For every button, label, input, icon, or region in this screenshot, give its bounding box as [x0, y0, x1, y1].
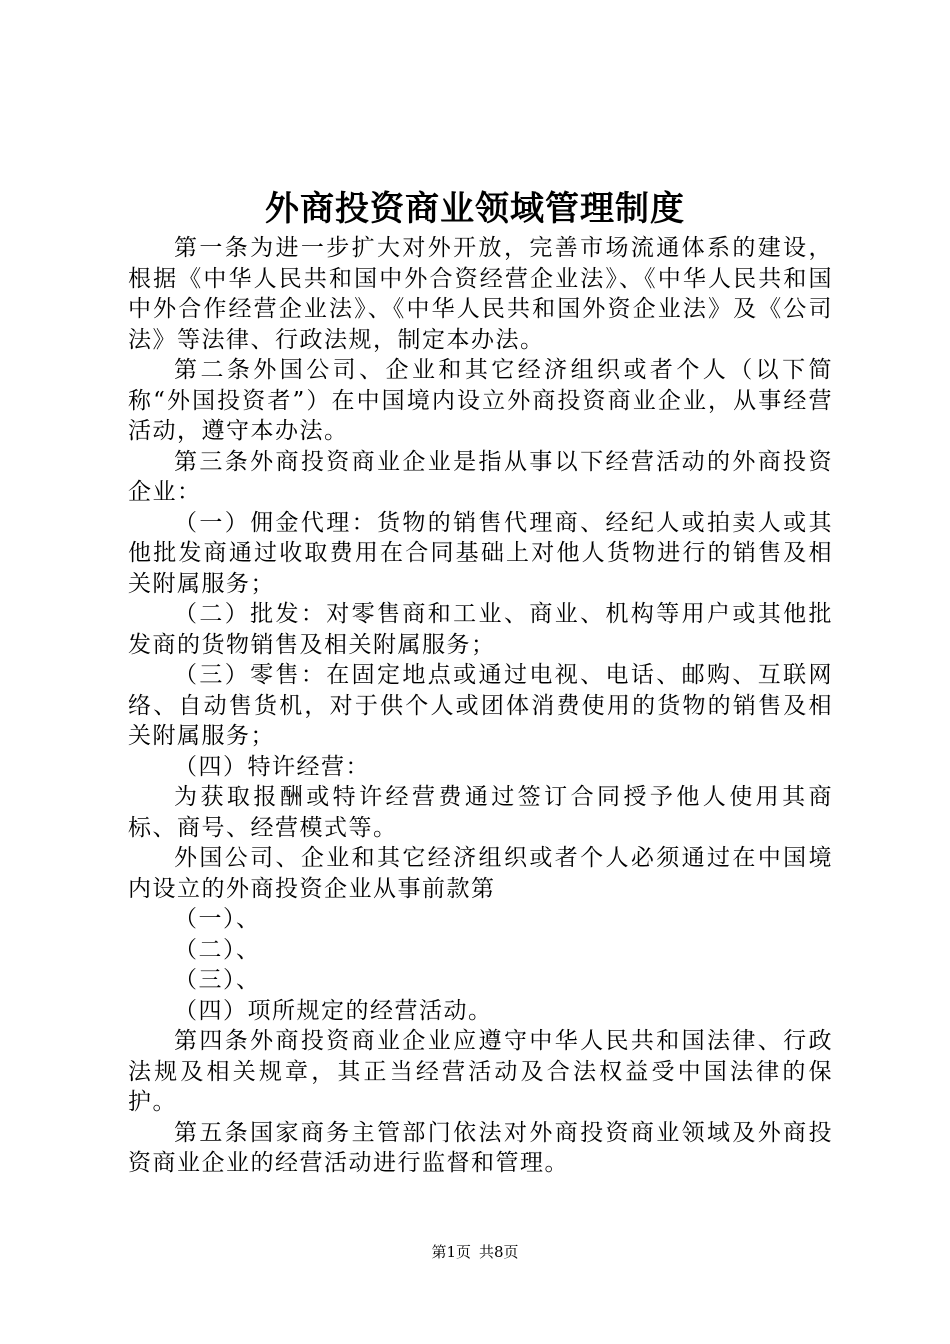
document-body [128, 233, 833, 1179]
paragraph-article-1: 第一条为进一步扩大对外开放，完善市场流通体系的建设，根据《中华人民共和国中外合资经营企业法》、《中华人民共和国中外合作经营企业法》、《中华人民共和国外资企业法》及《公司法》等法律、行政法规，制定本办法。 [128, 235, 833, 353]
paragraph-ref-1: （一）、 [174, 906, 261, 932]
paragraph-article-5: 第五条国家商务主管部门依法对外商投资商业领域及外商投资商业企业的经营活动进行监督和管理。 [128, 1119, 833, 1176]
paragraph-article-3: 第三条外商投资商业企业是指从事以下经营活动的外商投资企业： [128, 448, 833, 505]
paragraph-ref-4: （四）项所规定的经营活动。 [174, 997, 493, 1024]
paragraph-item-3: （三）零售：在固定地点或通过电视、电话、邮购、互联网络、自动售货机，对于供个人或团体消费使用的货物的销售及相关附属服务； [128, 662, 833, 749]
page-footer [0, 1240, 950, 1264]
paragraph-article-4: 第四条外商投资商业企业应遵守中华人民共和国法律、行政法规及相关规章，其正当经营活动及合法权益受中国法律的保护。 [128, 1028, 833, 1115]
paragraph-item-2: （二）批发：对零售商和工业、商业、机构等用户或其他批发商的货物销售及相关附属服务； [128, 601, 833, 658]
total-pages: 共8页 [479, 1243, 519, 1261]
paragraph-item-4: （四）特许经营： [174, 753, 370, 780]
paragraph-item-1: （一）佣金代理：货物的销售代理商、经纪人或拍卖人或其他批发商通过收取费用在合同基础上对他人货物进行的销售及相关附属服务； [128, 509, 833, 597]
paragraph-franchise-definition: 为获取报酬或特许经营费通过签订合同授予他人使用其商标、商号、经营模式等。 [128, 784, 833, 841]
paragraph-ref-2: （二）、 [174, 936, 261, 963]
document-title: 外商投资商业领域管理制度 [265, 189, 685, 229]
paragraph-ref-3: （三）、 [174, 967, 261, 993]
paragraph-article-2: 第二条外国公司、企业和其它经济组织或者个人（以下简称“外国投资者”）在中国境内设立外商投资商业企业，从事经营活动，遵守本办法。 [128, 357, 833, 444]
page-number: 第1页 [431, 1243, 471, 1261]
paragraph-foreign-requirement: 外国公司、企业和其它经济组织或者个人必须通过在中国境内设立的外商投资企业从事前款第 [128, 845, 833, 902]
